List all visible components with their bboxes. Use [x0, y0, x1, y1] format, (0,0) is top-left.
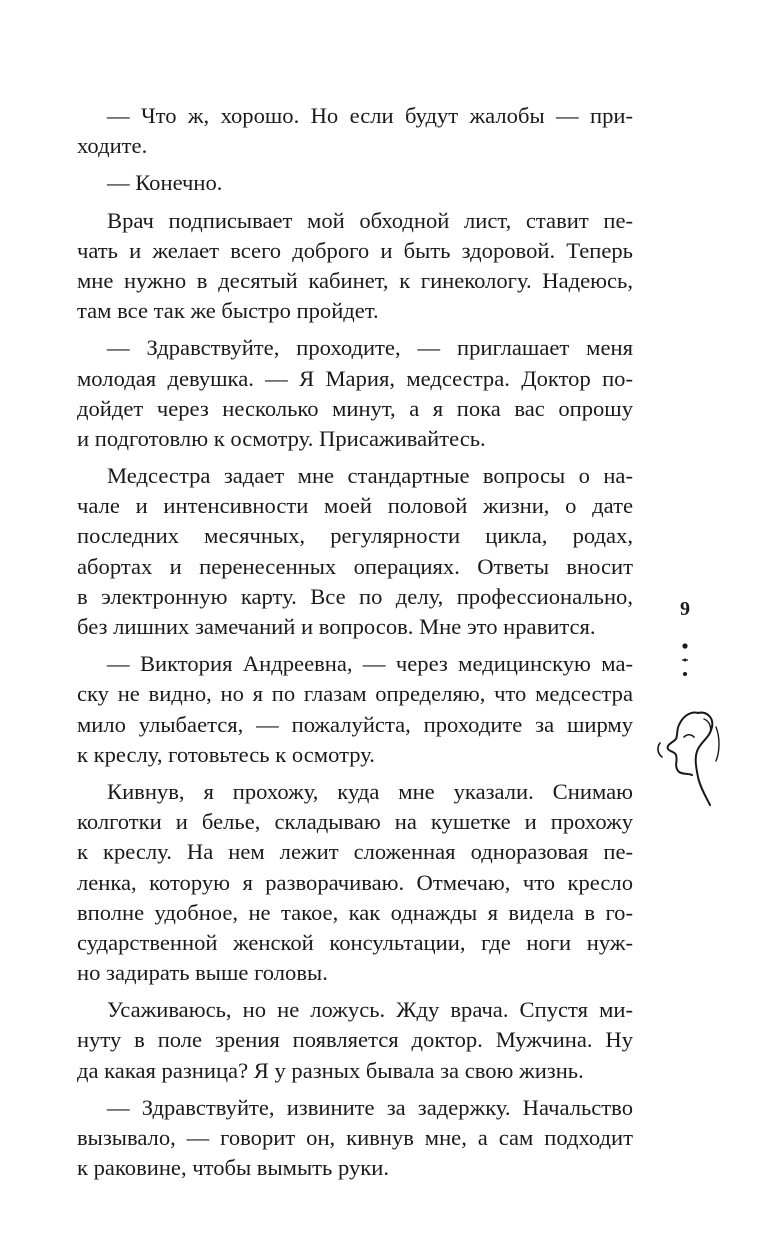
text-line: — Здравствуйте, извините за задержку. Начальство [107, 1094, 633, 1120]
text-line: да какая разница? Я у разных бывала за свою жизнь. [77, 1057, 584, 1083]
text-line: к раковине, чтобы вымыть руки. [77, 1155, 389, 1181]
text-line: но задирать выше головы. [77, 960, 328, 986]
text-line: ленка, которую я разворачиваю. Отмечаю, что кресло [77, 869, 633, 895]
text-line: молодая девушка. — Я Мария, медсестра. Доктор по- [77, 365, 633, 391]
paragraph [77, 206, 633, 327]
text-line: там все так же быстро пройдет. [77, 298, 379, 324]
text-line: и подготовлю к осмотру. Присаживайтесь. [77, 425, 486, 451]
text-line: — Виктория Андреевна, — через медицинскую ма- [107, 651, 633, 677]
paragraph [77, 101, 633, 161]
text-line: вполне удобное, не такое, как однажды я видела в го- [77, 899, 633, 925]
text-line: к креслу. На нем лежит сложенная одноразовая пе- [77, 839, 633, 865]
text-line: абортах и перенесенных операциях. Ответы вносит [77, 553, 633, 579]
text-line: Усаживаюсь, но не ложусь. Жду врача. Спустя ми- [107, 997, 633, 1023]
text-line: дойдет через несколько минут, а я пока вас опрошу [77, 395, 633, 421]
text-line: сударственной женской консультации, где ноги нуж- [77, 929, 633, 955]
text-line: мило улыбается, — пожалуйста, проходите за ширму [77, 711, 633, 737]
text-line: — Конечно. [107, 170, 223, 196]
text-line: Кивнув, я прохожу, куда мне указали. Снимаю [107, 778, 633, 804]
paragraph [77, 649, 633, 770]
text-line: последних месячных, регулярности цикла, родах, [77, 523, 633, 549]
page-number: 9 [680, 598, 690, 620]
text-line: Медсестра задает мне стандартные вопросы о на- [107, 463, 633, 489]
text-line: чале и интенсивности моей половой жизни, о дате [77, 493, 633, 519]
paragraph [77, 461, 633, 642]
text-line: вызывало, — говорит он, кивнув мне, а сам подходит [77, 1125, 633, 1150]
text-line: колготки и белье, складываю на кушетке и прохожу [77, 809, 633, 835]
paragraph [77, 995, 633, 1086]
text-line: — Здравствуйте, проходите, — приглашает меня [107, 335, 633, 361]
text-line: ходите. [77, 133, 148, 159]
paragraph [77, 1093, 633, 1184]
text-line: мне нужно в десятый кабинет, к гинекологу. Надеюсь, [77, 267, 633, 293]
book-page-text [77, 101, 633, 1183]
paragraph [77, 333, 633, 454]
text-line: ску не видно, но я по глазам определяю, что медсестра [77, 681, 633, 707]
text-line: — Что ж, хорошо. Но если будут жалобы — при- [107, 103, 633, 128]
text-line: в электронную карту. Все по делу, профессионально, [77, 583, 633, 609]
face-profile-icon [654, 707, 728, 811]
text-line: нуту в поле зрения появляется доктор. Мужчина. Ну [77, 1027, 633, 1053]
text-line: Врач подписывает мой обходной лист, ставит пе- [107, 207, 633, 233]
text-line: чать и желает всего доброго и быть здоровой. Теперь [77, 237, 633, 263]
text-line: к креслу, готовьтесь к осмотру. [77, 741, 375, 767]
text-line: без лишних замечаний и вопросов. Мне это нравится. [77, 614, 596, 639]
paragraph [77, 777, 633, 988]
dot-ornament-icon [674, 640, 696, 684]
paragraph [77, 168, 633, 198]
